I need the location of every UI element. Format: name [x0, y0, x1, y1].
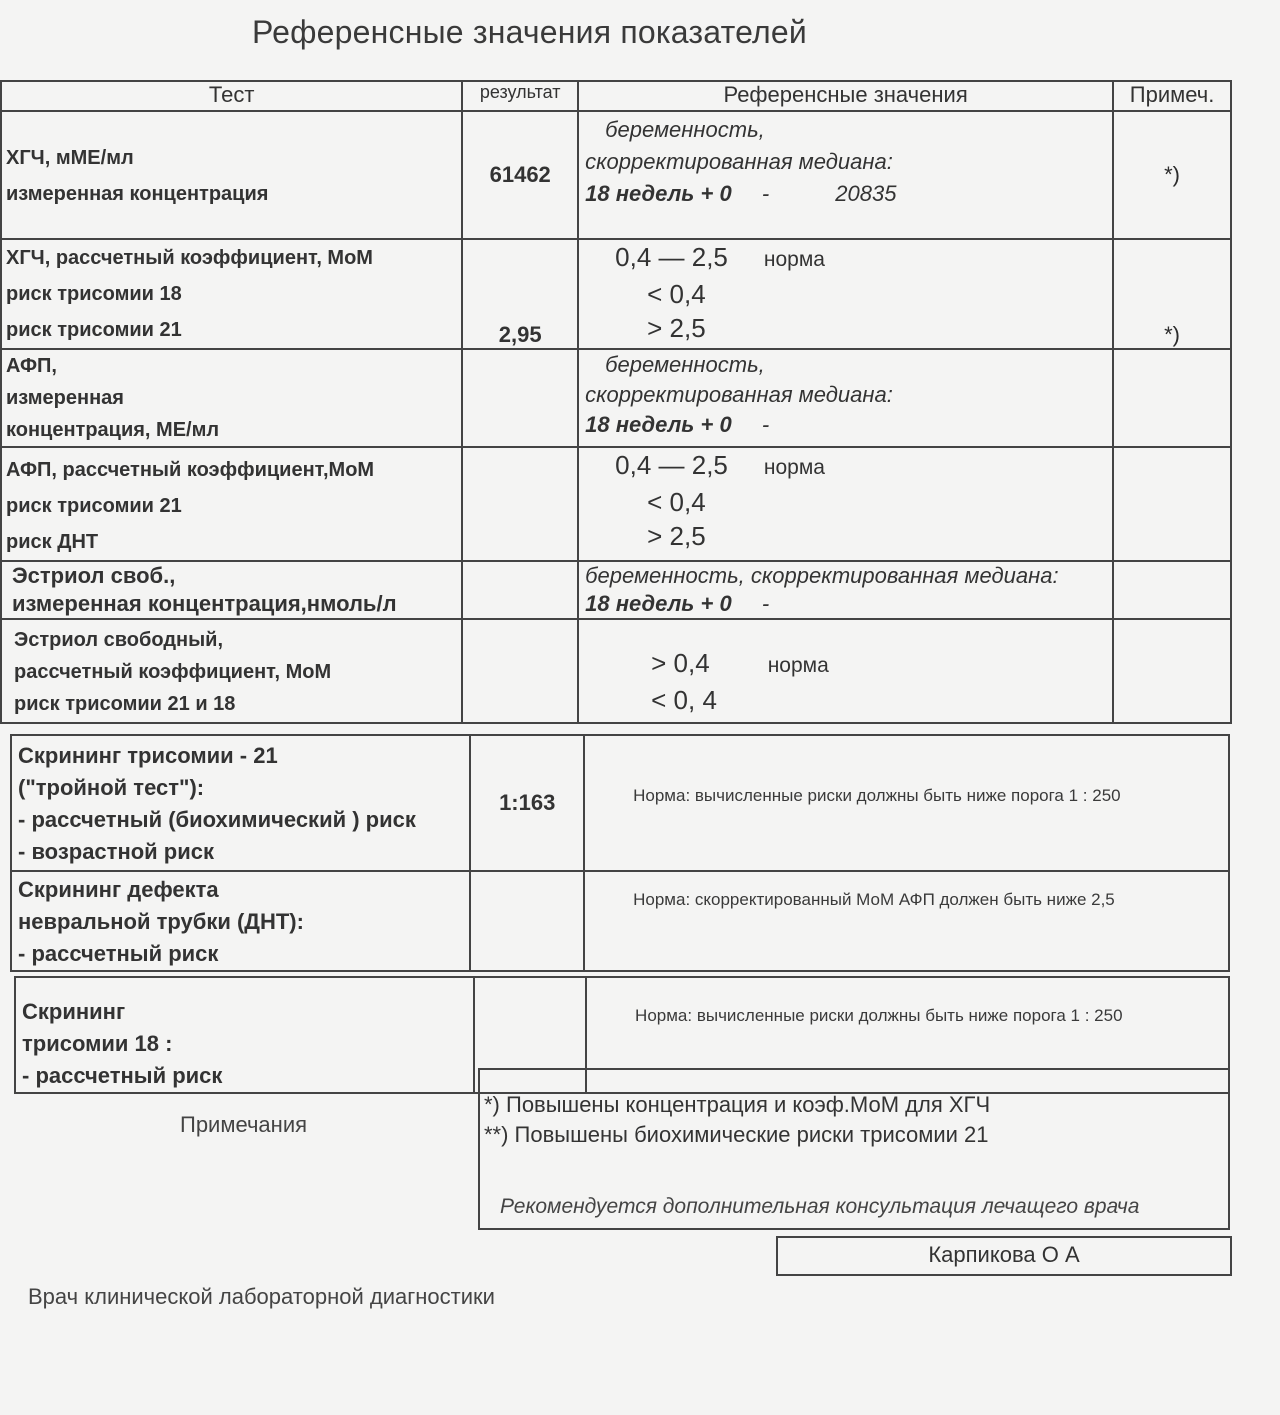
range-normal: 0,4 — 2,5: [615, 242, 728, 272]
test-line: - рассчетный (биохимический ) риск: [18, 807, 416, 832]
test-cell: [15, 977, 474, 1093]
test-line: ХГЧ, мМЕ/мл: [6, 147, 134, 169]
ref-gestation: 18 недель + 0: [585, 591, 732, 616]
doctor-name-box: [776, 1236, 1232, 1276]
ref-line: скорректированная медиана:: [585, 149, 893, 174]
table-row: [11, 871, 1229, 971]
test-line: - возрастной риск: [18, 839, 215, 864]
result-cell: [462, 349, 578, 447]
test-cell: [1, 561, 462, 619]
table-row: [1, 239, 1231, 349]
reference-cell: [578, 239, 1113, 349]
ref-gestation: 18 недель + 0: [585, 181, 732, 206]
norm-label: норма: [763, 456, 825, 479]
header-result: результат: [462, 81, 578, 111]
result-value: 61462: [489, 162, 551, 187]
test-line: риск ДНТ: [6, 531, 99, 553]
range-normal: > 0,4: [651, 648, 710, 678]
header-test: Тест: [1, 81, 462, 111]
range-low: < 0,4: [647, 487, 706, 517]
result-cell: [462, 239, 578, 349]
test-line: невральной трубки (ДНТ):: [18, 909, 304, 934]
reference-cell: [578, 447, 1113, 561]
test-line: ("тройной тест"):: [18, 775, 205, 800]
result-cell: [462, 619, 578, 723]
reference-cell: [578, 349, 1113, 447]
ref-line: скорректированная медиана:: [585, 382, 893, 407]
table-row: [11, 735, 1229, 871]
result-value: 2,95: [498, 322, 542, 347]
result-value: 1:163: [499, 790, 556, 815]
notes-box: [478, 1068, 1230, 1230]
test-cell: [1, 349, 462, 447]
test-cell: [11, 871, 470, 971]
reference-cell: [584, 735, 1229, 871]
test-line: риск трисомии 21 и 18: [14, 693, 236, 715]
note-cell: [1113, 619, 1231, 723]
test-line: трисомии 18 :: [22, 1031, 173, 1056]
header-reference: Референсные значения: [578, 81, 1113, 111]
note-cell: [1113, 239, 1231, 349]
table-row: [1, 349, 1231, 447]
norm-label: норма: [763, 248, 825, 271]
ref-line: беременность,: [605, 352, 765, 377]
reference-cell: [578, 561, 1113, 619]
recommendation-text: Рекомендуется дополнительная консультация лечащего врача: [500, 1195, 1140, 1218]
results-table: [0, 80, 1232, 724]
result-cell: [470, 871, 584, 971]
result-cell: [470, 735, 584, 871]
screening-table: [10, 734, 1230, 972]
ref-median-value: 20835: [835, 181, 897, 206]
test-line: Эстриол своб.,: [12, 563, 176, 588]
test-line: рассчетный коэффициент, МоМ: [14, 661, 332, 683]
ref-line: беременность, скорректированная медиана:: [585, 563, 1059, 588]
range-high: > 2,5: [647, 521, 706, 551]
header-note: Примеч.: [1113, 81, 1231, 111]
table-row: [1, 111, 1231, 239]
note-mark: *): [1164, 322, 1180, 347]
range-low: < 0, 4: [651, 685, 717, 715]
test-cell: [1, 447, 462, 561]
range-normal: 0,4 — 2,5: [615, 450, 728, 480]
notes-label: Примечания: [180, 1112, 308, 1137]
result-cell: [462, 561, 578, 619]
test-line: концентрация, МЕ/мл: [6, 419, 220, 441]
result-cell: [462, 447, 578, 561]
note-cell: [1113, 111, 1231, 239]
test-line: риск трисомии 21: [6, 495, 182, 517]
table-row: [1, 561, 1231, 619]
ref-line: беременность,: [605, 117, 765, 142]
test-cell: [11, 735, 470, 871]
test-line: Скрининг дефекта: [18, 877, 219, 902]
test-line: Скрининг: [22, 999, 126, 1024]
test-line: АФП, рассчетный коэффициент,МоМ: [6, 459, 375, 481]
test-cell: [1, 239, 462, 349]
reference-cell: [584, 871, 1229, 971]
test-line: - рассчетный риск: [22, 1063, 223, 1088]
result-cell: [462, 111, 578, 239]
norm-text: Норма: вычисленные риски должны быть ниже порога 1 : 250: [635, 1006, 1123, 1025]
table-row: [1, 447, 1231, 561]
doctor-name: Карпикова О А: [928, 1242, 1080, 1267]
test-line: Эстриол свободный,: [14, 629, 224, 651]
test-line: Скрининг трисомии - 21: [18, 743, 278, 768]
test-line: АФП,: [6, 355, 57, 377]
ref-dash: -: [761, 181, 770, 206]
page-title: Референсные значения показателей: [252, 14, 807, 50]
table-row: [1, 619, 1231, 723]
norm-label: норма: [767, 654, 829, 677]
range-high: > 2,5: [647, 313, 706, 343]
doctor-title: Врач клинической лабораторной диагностики: [28, 1284, 495, 1309]
test-line: ХГЧ, рассчетный коэффициент, МоМ: [6, 247, 373, 269]
note-cell: [1113, 561, 1231, 619]
ref-gestation: 18 недель + 0: [585, 412, 732, 437]
table-header-row: [1, 81, 1231, 111]
ref-dash: -: [761, 412, 770, 437]
reference-cell: [578, 619, 1113, 723]
test-line: измеренная: [6, 387, 124, 409]
test-line: измеренная концентрация: [6, 183, 269, 205]
test-cell: [1, 619, 462, 723]
test-line: риск трисомии 21: [6, 319, 182, 341]
note-cell: [1113, 349, 1231, 447]
reference-cell: [578, 111, 1113, 239]
test-line: риск трисомии 18: [6, 283, 182, 305]
note-line: **) Повышены биохимические риски трисомии 21: [484, 1122, 989, 1147]
note-cell: [1113, 447, 1231, 561]
norm-text: Норма: вычисленные риски должны быть ниже порога 1 : 250: [633, 786, 1121, 805]
range-low: < 0,4: [647, 279, 706, 309]
norm-text: Норма: скорректированный МоМ АФП должен быть ниже 2,5: [633, 890, 1115, 909]
note-line: *) Повышены концентрация и коэф.МоМ для ХГЧ: [484, 1092, 991, 1117]
test-line: измеренная концентрация,нмоль/л: [12, 591, 397, 616]
ref-dash: -: [761, 591, 770, 616]
test-line: - рассчетный риск: [18, 941, 219, 966]
note-mark: *): [1164, 162, 1180, 187]
test-cell: [1, 111, 462, 239]
